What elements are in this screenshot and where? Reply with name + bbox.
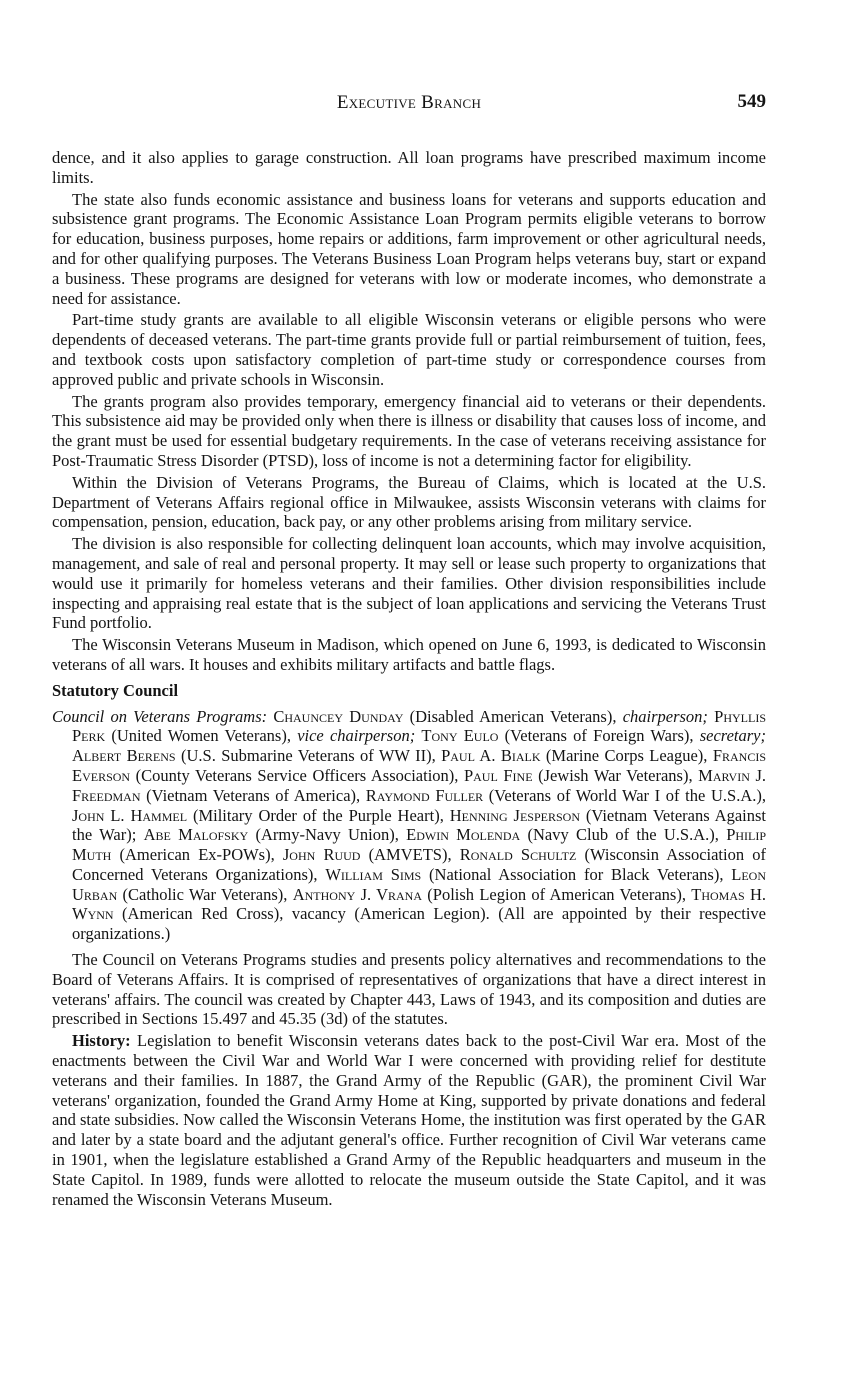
history-text: Legislation to benefit Wisconsin veterans dates back to the post-Civil War era. Most of the enactments between the Civil War and World War I were concerned with providing relief for destitute veterans and their families. In 1887, the Grand Army of the Republic (GAR), the prominent Civil War veterans' organization, founded the Grand Army Home at King, supported by private donations and federal and state subsidies. Now called the Wisconsin Veterans Home, the institution was first operated by the GAR and later by a state board and the adjutant general's office. Further recognition of Civil War veterans came in 1901, when the legislature established a Grand Army of the Republic headquarters and museum in the State Capitol. In 1989, funds were allotted to relocate the museum outside the State Capitol, and it was renamed the Wisconsin Veterans Museum. <box>52 1031 766 1209</box>
council-member-organization: (AMVETS), <box>360 845 460 865</box>
paragraph-veterans-museum: The Wisconsin Veterans Museum in Madison, which opened on June 6, 1993, is dedicated to Wisconsin veterans of all wars. It houses and exhibits military artifacts and battle flags. <box>52 635 766 674</box>
council-member-name: Leon Urban <box>72 864 767 904</box>
council-member-organization: (Vietnam Veterans Against the War); <box>72 805 766 845</box>
council-member-name: William Sims <box>325 864 422 884</box>
council-member-name: Paul A. Bialk <box>441 746 541 766</box>
council-member-name: John L. Hammel <box>72 805 188 825</box>
council-member-name: Raymond Fuller <box>365 785 484 805</box>
council-member-organization: (Jewish War Veterans), <box>532 765 699 785</box>
council-member-organization: (U.S. Submarine Veterans of WW II), <box>175 746 442 766</box>
council-member-name: Chauncey Dunday <box>273 706 404 726</box>
council-member-name: Tony Eulo <box>421 726 499 746</box>
council-member-role: secretary; <box>699 726 766 746</box>
council-member-list <box>52 707 766 945</box>
council-member-organization: (Disabled American Veterans), <box>403 706 623 726</box>
council-member-organization: (County Veterans Service Officers Association), <box>130 765 464 785</box>
council-member-organization: (Wisconsin Association of Concerned Veterans Organizations), <box>72 845 766 884</box>
council-member-organization: (Navy Club of the U.S.A.), <box>520 825 727 845</box>
council-member-name: Albert Berens <box>72 746 176 766</box>
running-head-title: Executive Branch <box>336 92 482 113</box>
council-member-organization: (Vietnam Veterans of America), <box>140 785 366 805</box>
council-member-name: Abe Malofsky <box>143 825 249 845</box>
council-name: Council on Veterans Programs: <box>52 706 268 726</box>
running-header <box>52 92 766 122</box>
council-member-organization: (Army-Navy Union), <box>248 825 407 845</box>
council-member-name: Edwin Molenda <box>406 825 521 845</box>
council-member-organization: (Veterans of World War I of the U.S.A.), <box>483 785 766 805</box>
history-label: History: <box>72 1031 131 1051</box>
body-text <box>52 148 766 1209</box>
council-member-name: Ronald Schultz <box>459 845 577 865</box>
council-member-organization: (Marine Corps League), <box>540 746 713 766</box>
council-member-organization: (Veterans of Foreign Wars), <box>498 726 700 746</box>
council-member-organization: (American Red Cross), <box>113 904 292 924</box>
document-page <box>52 92 766 1211</box>
section-heading-statutory-council: Statutory Council <box>52 680 179 700</box>
council-member-organization: (Polish Legion of American Veterans), <box>422 884 692 904</box>
council-member-organization: (Catholic War Veterans), <box>117 884 293 904</box>
paragraph-part-time-study: Part-time study grants are available to all eligible Wisconsin veterans or eligible persons who were dependents of deceased veterans. The part-time grants provide full or partial reimbursement of tuition, fees, and textbook costs upon satisfactory completion of part-time study or correspondence courses from approved public and private schools in Wisconsin. <box>52 310 766 389</box>
paragraph-emergency-aid: The grants program also provides temporary, emergency financial aid to veterans or their dependents. This subsistence aid may be provided only when there is illness or disability that causes loss of income, and the grant must be used for essential budgetary requirements. In the case of veterans receiving assistance for Post-Traumatic Stress Disorder (PTSD), loss of income is not a determining factor for eligibility. <box>52 391 766 470</box>
page-number: 549 <box>737 91 766 112</box>
paragraph-delinquent-loans: The division is also responsible for collecting delinquent loan accounts, which may involve acquisition, management, and sale of real and personal property. It may sell or lease such property to organizations that would use it primarily for homeless veterans and their families. Other division responsibilities include inspecting and appraising real estate that is the subject of loan applications and servicing the Veterans Trust Fund portfolio. <box>52 534 766 633</box>
council-member-organization: (Military Order of the Purple Heart), <box>187 805 450 825</box>
paragraph-economic-assistance: The state also funds economic assistance and business loans for veterans and supports education and subsistence grant programs. The Economic Assistance Loan Program permits eligible veterans to borrow for education, business purposes, home repairs or additions, farm improvement or other agricultural needs, and for other qualifying purposes. The Veterans Business Loan Program helps veterans buy, start or expand a business. These programs are designed for veterans with low or moderate incomes, who demonstrate a need for assistance. <box>52 189 766 308</box>
council-member-organization: (United Women Veterans), <box>105 726 298 746</box>
council-member-name: Phyllis Perk <box>72 706 766 746</box>
council-member-name: Anthony J. Vrana <box>292 884 423 904</box>
council-member-name: Paul Fine <box>463 765 533 785</box>
council-member-name: Francis Everson <box>72 746 767 785</box>
council-member-organization: (American Ex-POWs), <box>111 845 283 865</box>
council-member-name: Marvin J. Freedman <box>72 765 766 805</box>
paragraph-loan-limits: dence, and it also applies to garage construction. All loan programs have prescribed maximum income limits. <box>52 148 766 187</box>
council-member-organization: (National Association for Black Veterans), <box>421 864 732 884</box>
council-member-name: Thomas H. Wynn <box>72 884 766 924</box>
council-member-name: John Ruud <box>282 845 361 865</box>
council-member-role: vice chairperson; <box>297 726 416 746</box>
paragraph-history <box>52 1031 766 1209</box>
paragraph-bureau-of-claims: Within the Division of Veterans Programs, the Bureau of Claims, which is located at the U.S. Department of Veterans Affairs regional office in Milwaukee, assists Wisconsin veterans with claims for compensation, pension, education, back pay, or any other problems arising from military service. <box>52 472 766 532</box>
council-member-name: Philip Muth <box>72 825 767 865</box>
council-member-role: chairperson; <box>622 706 708 726</box>
paragraph-council-description: The Council on Veterans Programs studies and presents policy alternatives and recommendations to the Board of Veterans Affairs. It is comprised of representatives of organizations that have a direct interest in veterans' affairs. The council was created by Chapter 443, Laws of 1943, and its composition and duties are prescribed in Sections 15.497 and 45.35 (3d) of the statutes. <box>52 950 766 1029</box>
council-member-name: Henning Jesperson <box>449 805 580 825</box>
council-closing-note: vacancy (American Legion). (All are appointed by their respective organizations.) <box>72 904 766 944</box>
